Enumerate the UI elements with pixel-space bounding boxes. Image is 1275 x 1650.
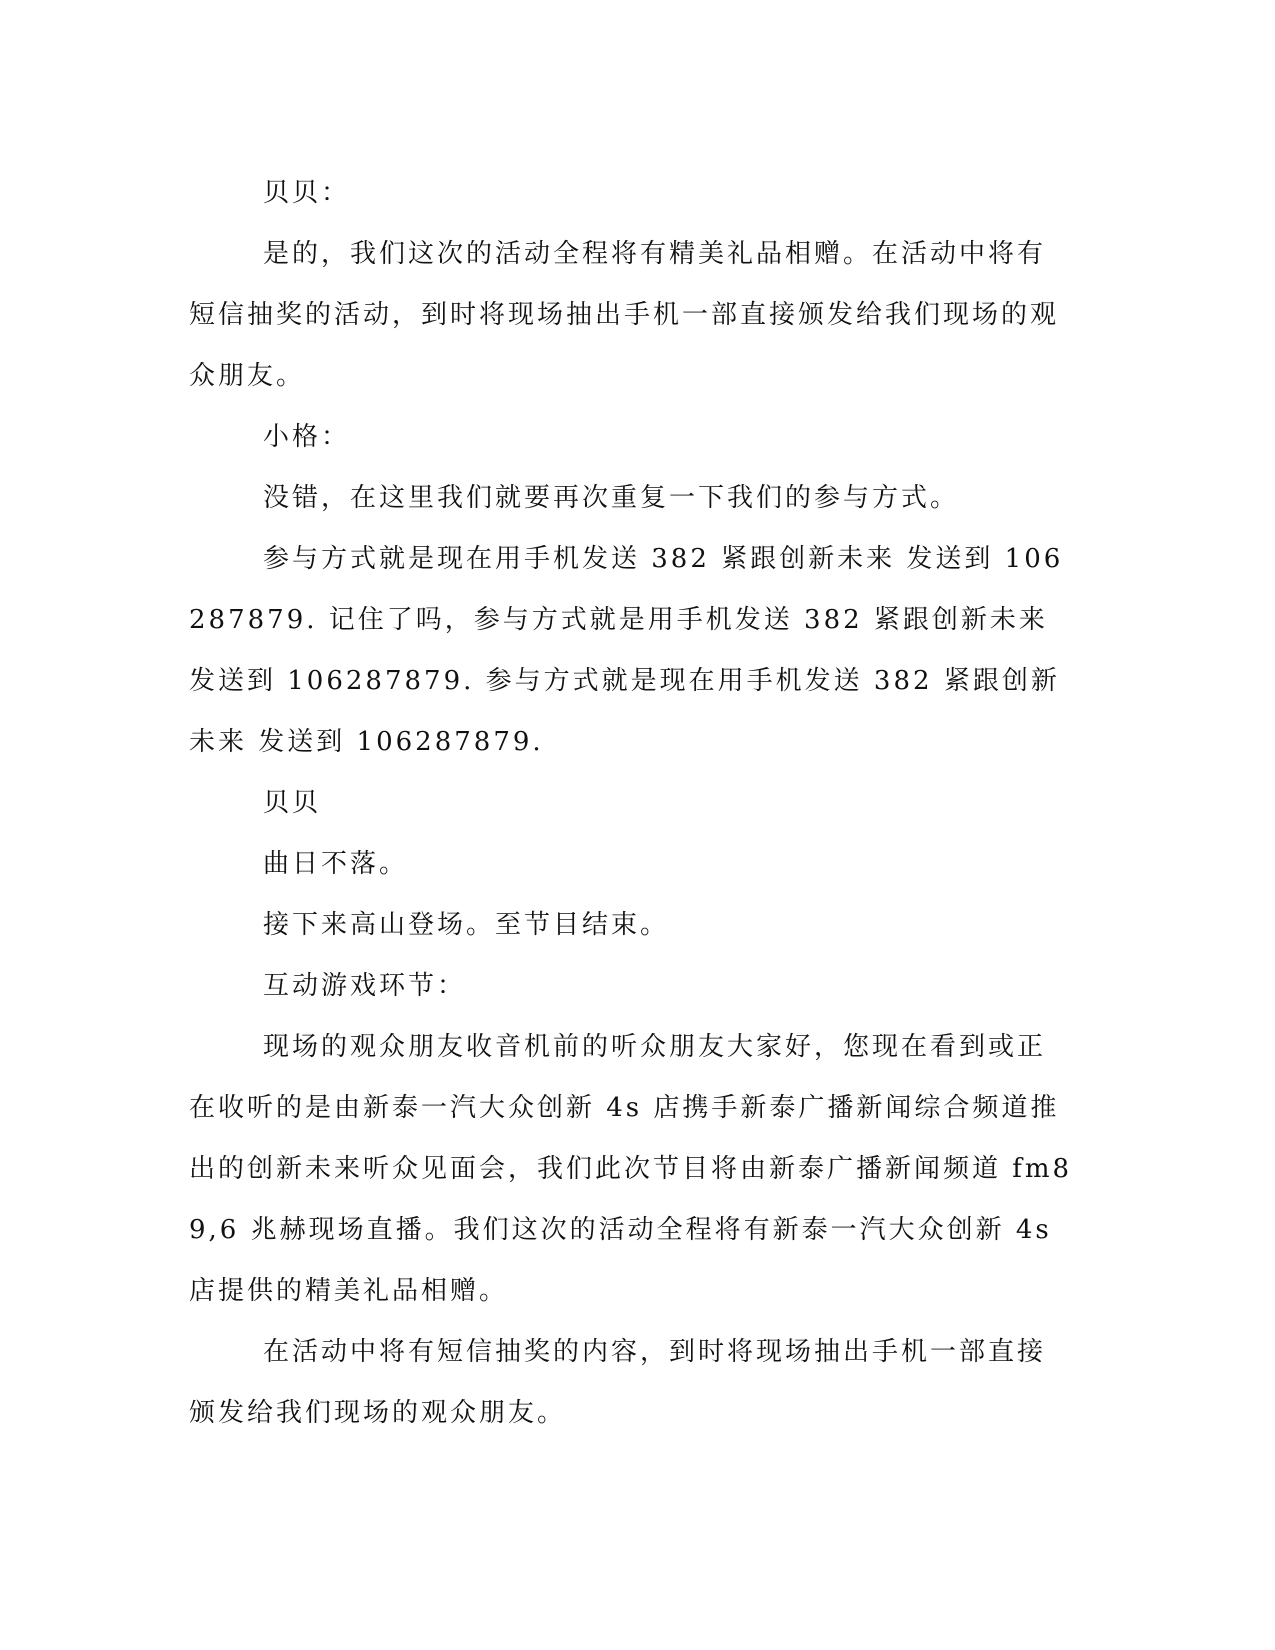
speaker-label-beibei-2: 贝贝 <box>263 788 322 818</box>
document-body <box>189 163 1073 1444</box>
speaker-label-beibei: 贝贝： <box>263 178 351 208</box>
paragraph-repeat: 没错，在这里我们就要再次重复一下我们的参与方式。 <box>263 483 960 513</box>
paragraph-song: 曲日不落。 <box>263 849 409 879</box>
paragraph-next: 接下来高山登场。至节目结束。 <box>263 910 670 940</box>
paragraph-lottery: 在活动中将有短信抽奖的内容，到时将现场抽出手机一部直接颁发给我们现场的观众朋友。 <box>189 1337 1047 1428</box>
paragraph-welcome: 现场的观众朋友收音机前的听众朋友大家好，您现在看到或正在收听的是由新泰一汽大众创新 4s 店携手新泰广播新闻综合频道推出的创新未来听众见面会，我们此次节目将由新泰广播新闻频道 fm89,6 兆赫现场直播。我们这次的活动全程将有新泰一汽大众创新 4s 店提供的精美礼品相赠。 <box>189 1032 1073 1306</box>
speaker-label-xiaoge: 小格： <box>263 422 351 452</box>
section-heading-game: 互动游戏环节： <box>263 971 467 1001</box>
paragraph-gifts: 是的，我们这次的活动全程将有精美礼品相赠。在活动中将有短信抽奖的活动，到时将现场抽出手机一部直接颁发给我们现场的观众朋友。 <box>189 239 1060 391</box>
paragraph-participation: 参与方式就是现在用手机发送 382 紧跟创新未来 发送到 106287879. 记住了吗，参与方式就是用手机发送 382 紧跟创新未来 发送到 106287879. 参与方式就是现在用手机发送 382 紧跟创新未来 发送到 106287879. <box>189 544 1064 757</box>
